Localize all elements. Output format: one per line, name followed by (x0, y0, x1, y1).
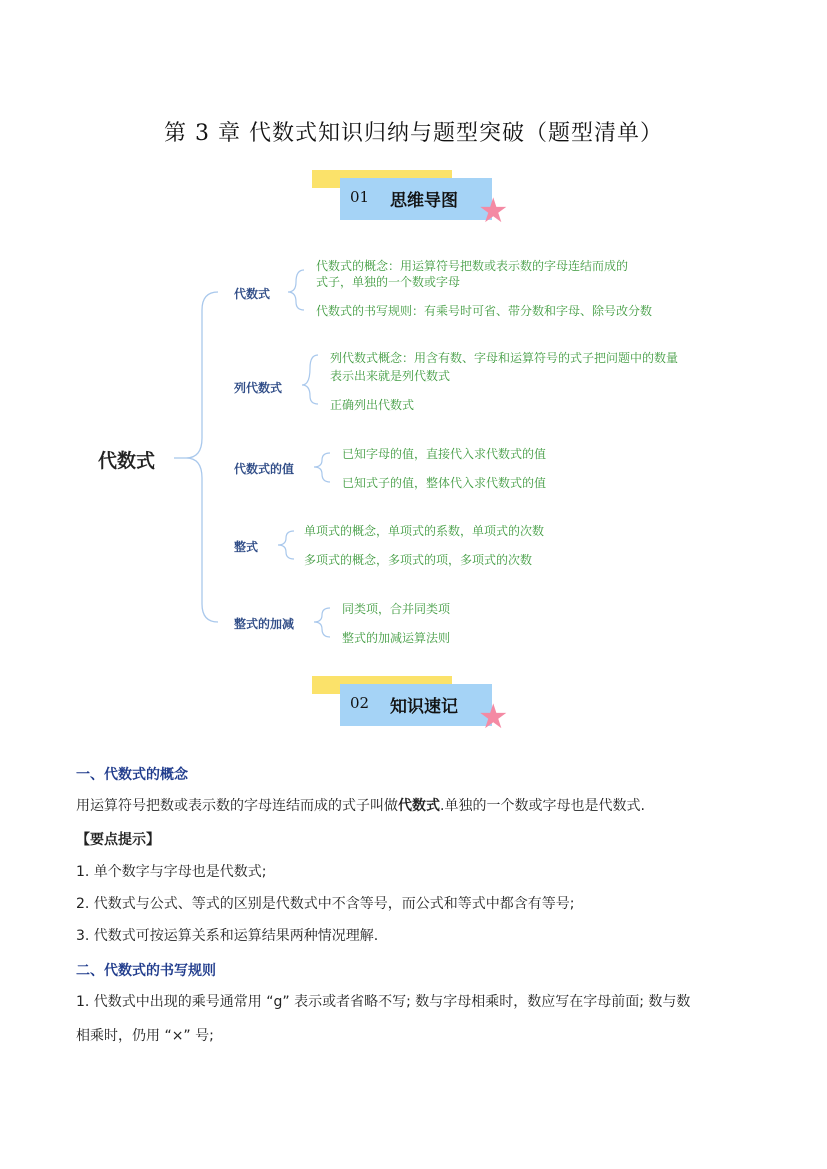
branch-label: 整式的加减 (234, 617, 295, 631)
brace-branch-3 (314, 453, 330, 482)
leaf-text: 已知式子的值，整体代入求代数式的值 (342, 476, 547, 490)
paragraph-rule-line: 相乘时，仍用 “×” 号; (76, 1028, 214, 1044)
banner-label: 思维导图 (390, 191, 458, 211)
text-run: 用运算符号把数或表示数的字母连结而成的式子叫做 (76, 798, 398, 814)
paragraph-rule-line: 1. 代数式中出现的乘号通常用 “g” 表示或者省略不写; 数与字母相乘时，数应写在字母前面; 数与数 (76, 994, 691, 1010)
star-icon: ★ (478, 191, 509, 231)
leaf-text: 同类项，合并同类项 (342, 602, 451, 616)
leaf-text: 整式的加减运算法则 (342, 631, 451, 645)
leaf-text: 代数式的书写规则：有乘号时可省、带分数和字母、除号改分数 (316, 304, 653, 318)
banner-number: 02 (350, 694, 370, 712)
tip-item: 2. 代数式与公式、等式的区别是代数式中不含等号，而公式和等式中都含有等号; (76, 896, 575, 912)
leaf-text: 单项式的概念，单项式的系数，单项式的次数 (304, 524, 545, 538)
leaf-text: 代数式的概念：用运算符号把数或表示数的字母连结而成的 (316, 259, 629, 273)
section-heading: 二、代数式的书写规则 (76, 963, 216, 979)
text-run: .单独的一个数或字母也是代数式. (440, 798, 645, 814)
paragraph-definition (76, 792, 766, 820)
section-banner-knowledge (310, 676, 509, 746)
leaf-text: 已知字母的值，直接代入求代数式的值 (342, 447, 547, 461)
leaf-text: 正确列出代数式 (330, 398, 415, 412)
tip-item: 3. 代数式可按运算关系和运算结果两种情况理解. (76, 928, 379, 944)
brace-branch-5 (314, 608, 330, 637)
branch-label: 整式 (234, 540, 259, 554)
root-brace (186, 292, 218, 622)
leaf-text: 多项式的概念，多项式的项，多项式的次数 (304, 553, 533, 567)
banner-number: 01 (350, 188, 370, 206)
brace-branch-1 (288, 270, 304, 310)
leaf-text: 式子，单独的一个数或字母 (316, 275, 461, 289)
mind-map-root: 代数式 (98, 450, 156, 472)
banner-label: 知识速记 (390, 697, 458, 717)
brace-branch-4 (278, 531, 294, 559)
branch-label: 代数式的值 (234, 462, 295, 476)
section-heading: 一、代数式的概念 (76, 767, 188, 783)
brace-branch-2 (302, 355, 318, 404)
emphasis-term: 代数式 (398, 798, 440, 814)
tip-item: 1. 单个数字与字母也是代数式; (76, 864, 267, 880)
page-title: 第 3 章 代数式知识归纳与题型突破（题型清单） (164, 121, 663, 146)
branch-label: 代数式 (234, 287, 271, 301)
star-icon: ★ (478, 697, 509, 737)
tip-heading: 【要点提示】 (76, 832, 160, 848)
leaf-text: 表示出来就是列代数式 (330, 369, 451, 383)
branch-label: 列代数式 (234, 381, 283, 395)
leaf-text: 列代数式概念：用含有数、字母和运算符号的式子把问题中的数量 (330, 351, 679, 365)
